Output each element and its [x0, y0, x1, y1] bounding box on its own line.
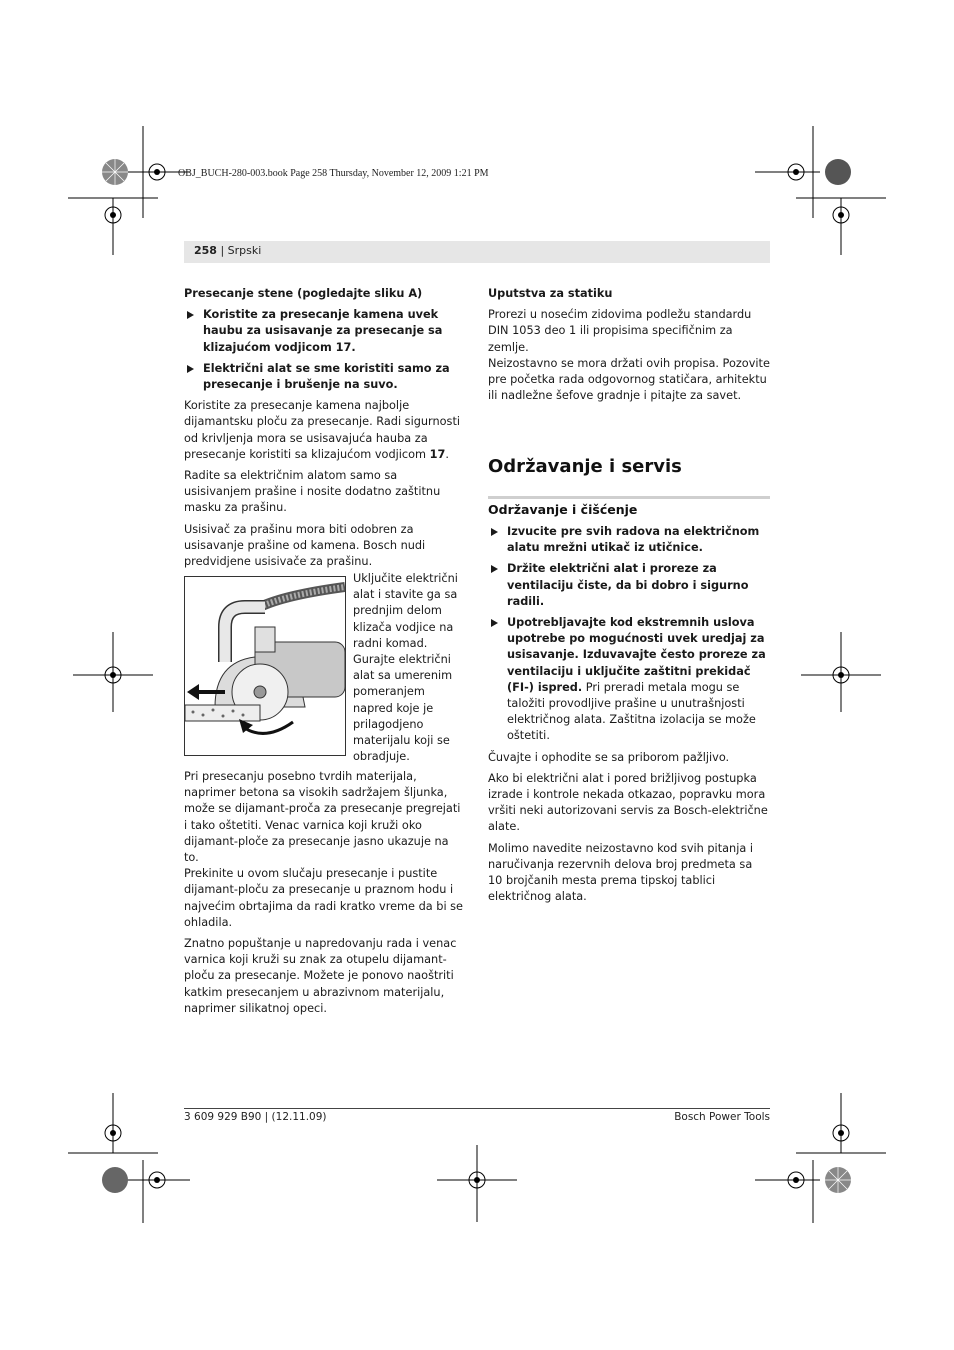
left-paragraph-3: Usisivač za prašinu mora biti odobren za usisavanje prašine od kamena. Bosch nudi predvidjene usisivače za prašinu. [184, 522, 426, 569]
bullet-arrow-icon [491, 619, 498, 627]
left-paragraph-1-text: Koristite za presecanje kamena najbolje dijamantsku ploču za presecanje. Radi sigurnosti od krivljenja mora se usisavajuća hauba za presecanje koristiti sa klizajućom vodjicom [184, 399, 461, 461]
left-paragraph-4: Pri presecanju posebno tvrdih materijala, naprimer betona sa visokih sadržajem šljunka, može se dijamant-proča za presecanje pregrejati i tako oštetiti. Venac varnica koji kruži oko dijamant-ploče za presecanje jasno ukazuje na to. [184, 770, 461, 865]
left-bullet-2 [184, 361, 466, 393]
left-paragraph-2: Radite sa električnim alatom samo sa usisivanjem prašine i nosite dodatno zaštitnu masku za prašinu. [184, 469, 441, 515]
left-heading: Presecanje stene (pogledajte sliku A) [184, 287, 423, 300]
left-bullet-1-text: Koristite za presecanje kamena uvek haubu za usisavanje za presecanje sa klizajućom vodjicom 17. [203, 308, 443, 354]
left-paragraph-5: Prekinite u ovom slučaju presecanje i pustite dijamant-ploču za presecanje u praznom hodu i najvećim obrtajima da radi kratko vreme da bi se ohladila. [184, 867, 464, 929]
subsection-title: Održavanje i čišćenje [488, 502, 638, 517]
left-bullet-1 [184, 307, 466, 356]
bullet-arrow-icon [187, 365, 194, 373]
left-bullet-2-text: Električni alat se sme koristiti samo za presecanje i brušenje na suvo. [203, 361, 450, 392]
section-rule [488, 496, 770, 499]
right-heading: Uputstva za statiku [488, 287, 613, 300]
footer-rule [184, 1108, 770, 1109]
left-paragraph-1 [184, 398, 466, 463]
right-paragraph-3: Čuvajte i ophodite se sa priborom pažljivo. [488, 750, 730, 764]
right-bullet-3-bold: Upotrebljavajte kod ekstremnih uslova upotrebe po mogućnosti uvek uredjaj za usisavanje. Izduvavajte često proreze za ventilaciju i uključite zaštitni prekidač (FI-) ispred. [507, 616, 766, 694]
right-paragraph-5: Molimo navedite neizostavno kod svih pitanja i naručivanja rezervnih delova broj predmeta sa 10 brojčanih mesta prema tipskoj tablici električnog alata. [488, 841, 754, 904]
page-header-bar [184, 241, 770, 263]
left-column [184, 286, 466, 570]
right-bullet-2-text: Držite električni alat i proreze za ventilaciju čiste, da bi dobro i sigurno radili. [507, 562, 749, 608]
footer-document-code: 3 609 929 B90 | (12.11.09) [184, 1111, 327, 1123]
right-bullet-1 [488, 524, 770, 556]
cutting-tool-drawing [185, 577, 345, 755]
header-section: Srpski [227, 244, 262, 257]
right-paragraph-4: Ako bi električni alat i pored brižljivog postupka izrade i kontrole nekada otkazao, popravku mora vršiti neki autorizovani servis za Bosch-električne alate. [488, 771, 768, 834]
right-paragraph-2: Neizostavno se mora držati ovih propisa. Pozovite pre početka rada odgovornog statičara, arhitektu ili nadležne šefove gradnje i pitajte za savet. [488, 356, 770, 403]
section-title: Održavanje i servis [488, 456, 682, 477]
right-column-top [488, 286, 770, 404]
right-bullet-3-text: Pri preradi metala mogu se taložiti provodljive prašine u unutrašnjosti električnog alata. Zaštitna izolacija se može oštetiti. [507, 680, 756, 743]
page-header [194, 244, 261, 257]
left-paragraph-6: Znatno popuštanje u napredovanju rada i venac varnica koji kruži su znak za otupelu dijamant-ploču za presecanje. Možete je ponovo naoštriti katkim presecanjem u abrazivnom materijalu, naprimer silikatnoj opeci. [184, 937, 457, 1015]
right-bullet-3 [488, 615, 770, 745]
header-separator: | [216, 244, 228, 257]
footer-brand: Bosch Power Tools [674, 1111, 770, 1123]
right-bullet-2 [488, 561, 770, 610]
right-column-body [488, 524, 770, 905]
bullet-arrow-icon [491, 565, 498, 573]
bullet-arrow-icon [491, 528, 498, 536]
left-column-continued [184, 769, 466, 1017]
print-slug: OBJ_BUCH-280-003.book Page 258 Thursday, November 12, 2009 1:21 PM [178, 168, 489, 179]
figure-a-illustration [184, 576, 346, 756]
page-number: 258 [194, 244, 217, 257]
right-bullet-1-text: Izvucite pre svih radova na električnom alatu mrežni utikač iz utičnice. [507, 525, 760, 555]
figure-caption: Uključite električni alat i stavite ga sa prednjim delom klizača vodjice na radni komad. Gurajte električni alat sa umerenim pomeranjem napred koje je prilagodjeno materijalu koji se obradjuje. [353, 572, 458, 764]
left-paragraph-1-end: . [445, 447, 449, 461]
bullet-arrow-icon [187, 311, 194, 319]
left-paragraph-1-ref: 17 [429, 447, 446, 461]
right-paragraph-1: Prorezi u nosećim zidovima podležu standardu DIN 1053 deo 1 ili propisima specifičnim za zemlje. [488, 308, 752, 354]
